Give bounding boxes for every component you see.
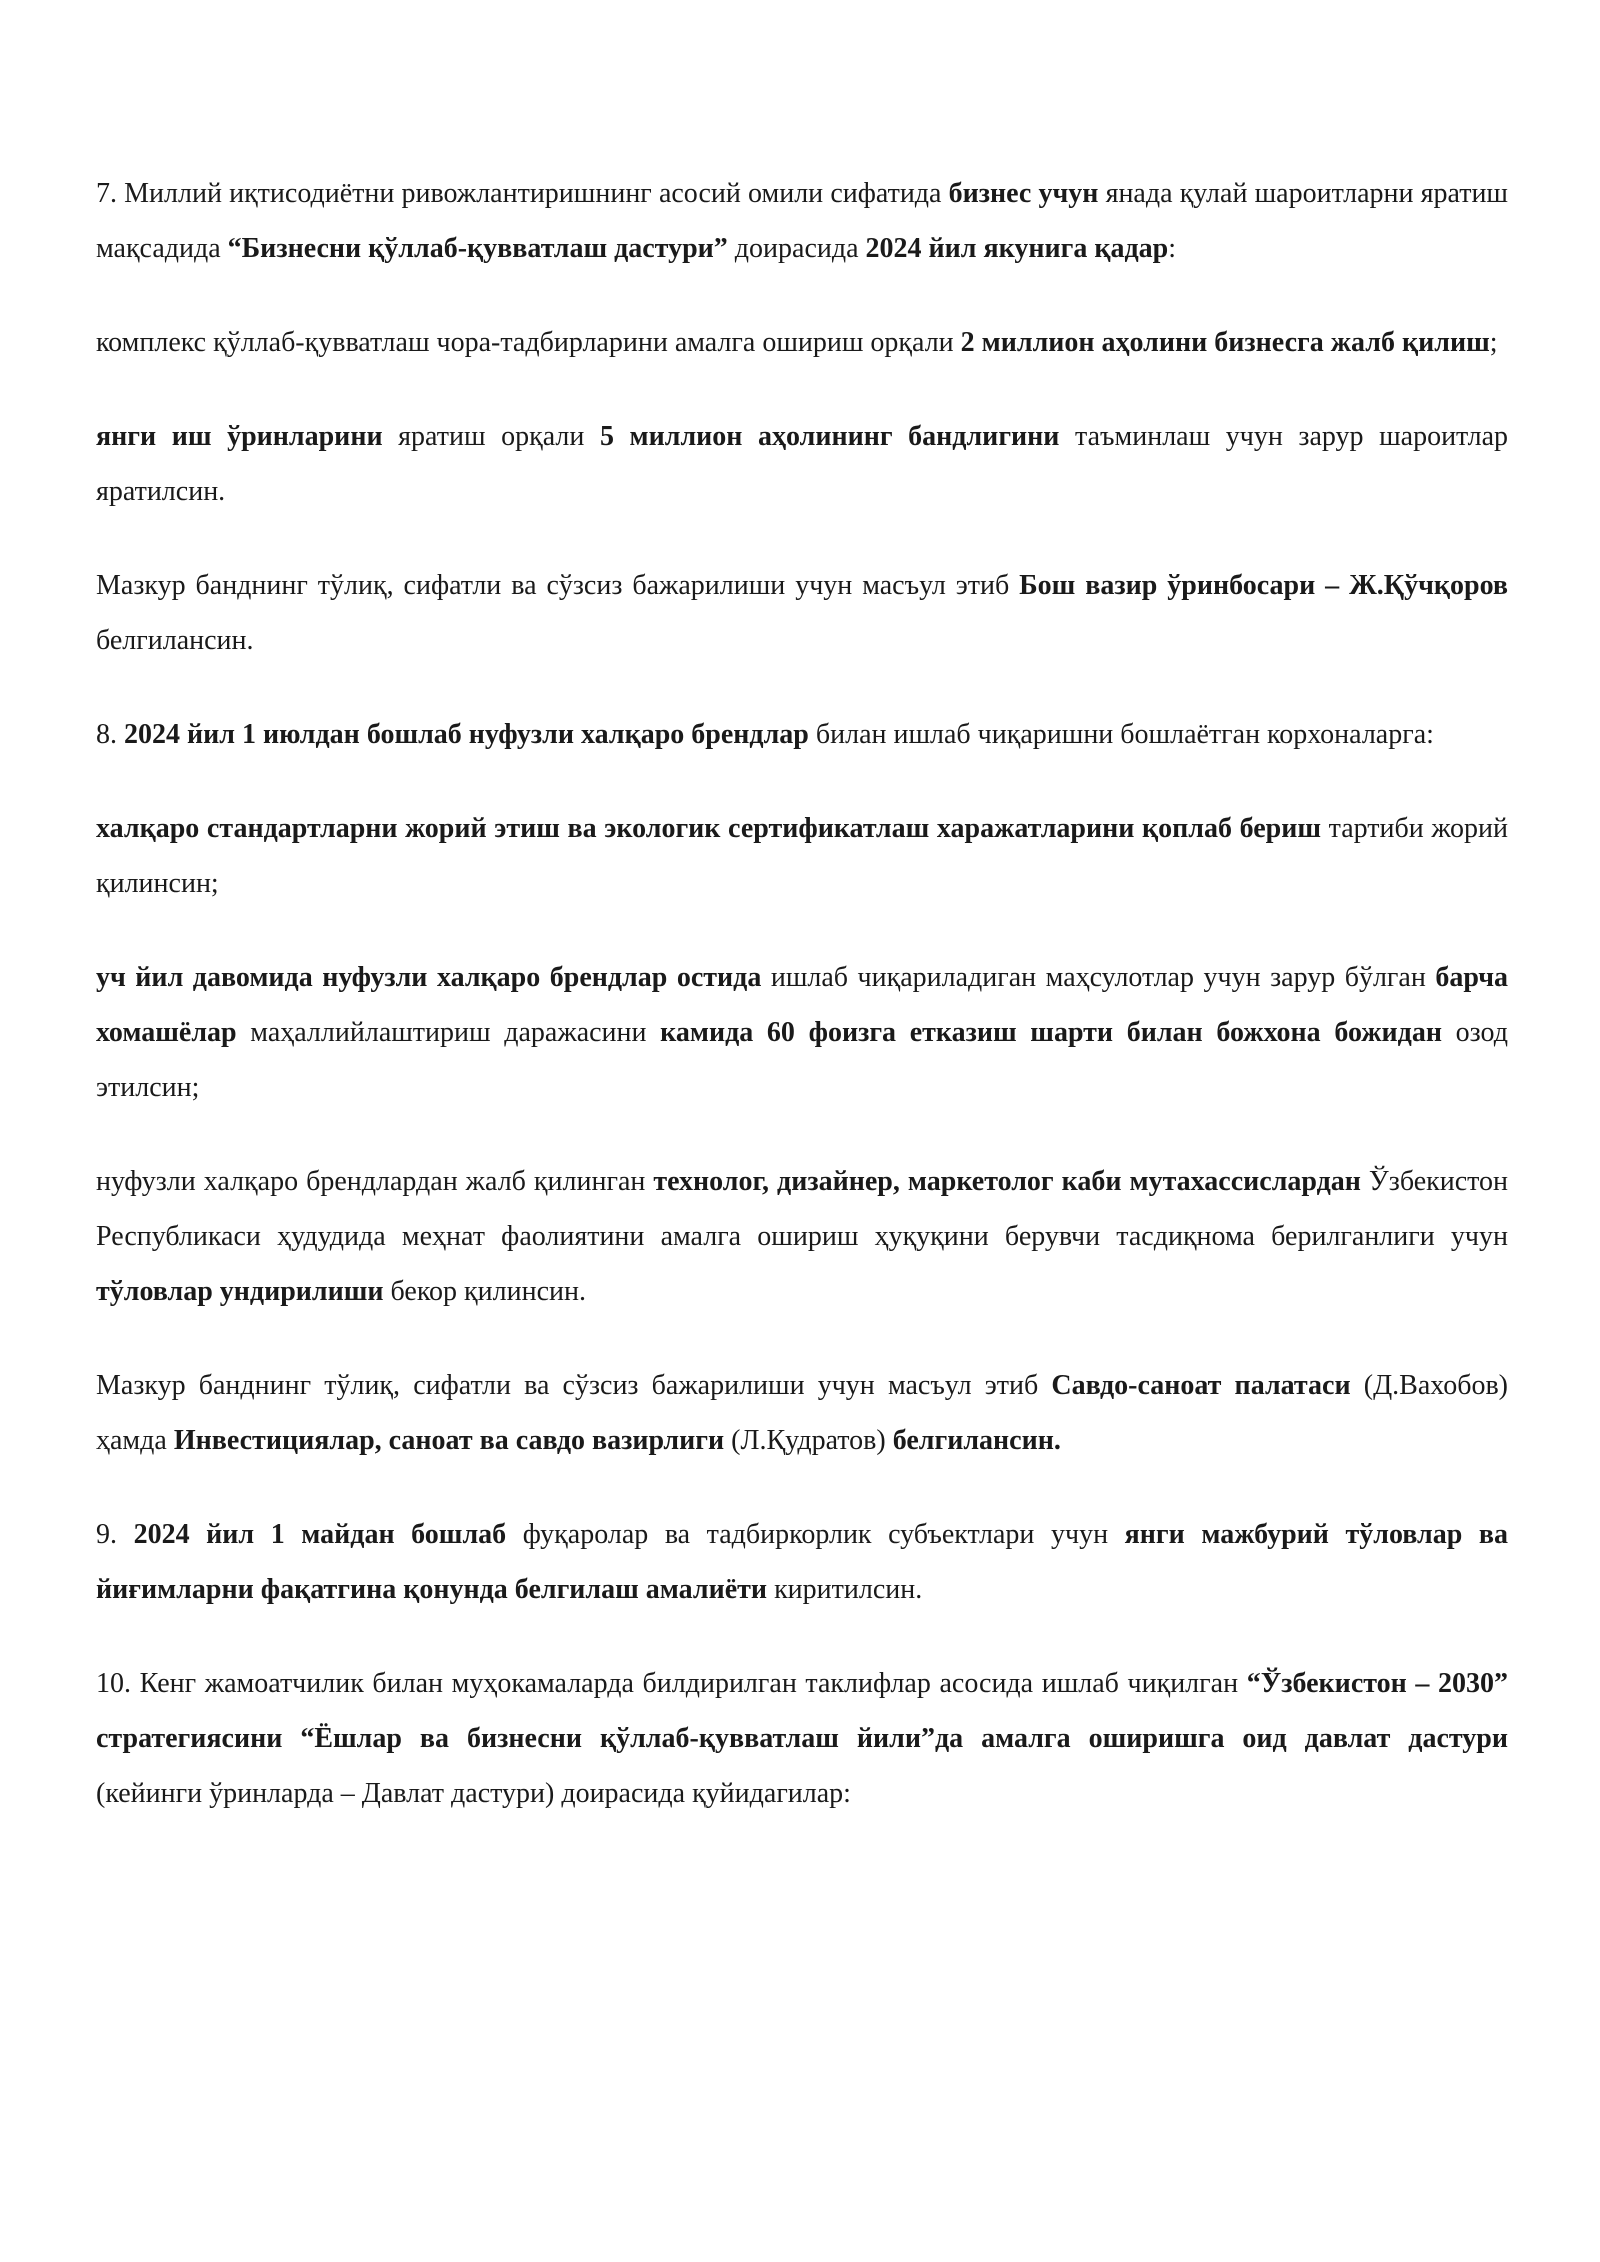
text-run: таъминлаш учун зарур шароитлар яратилсин. [96, 421, 1509, 507]
paragraph-7-responsible [96, 558, 1508, 668]
text-run: 10. Кенг жамоатчилик билан муҳокамаларда билдирилган таклифлар асосида ишлаб чиқилган [96, 1668, 1247, 1699]
bold-run: камида 60 фоизга етказиш шарти билан божхона божидан [660, 1017, 1442, 1048]
bold-run: Бош вазир ўринбосари – Ж.Қўчқоров [1019, 570, 1508, 601]
bold-run: Савдо-саноат палатаси [1051, 1370, 1351, 1401]
document-page [96, 166, 1508, 1860]
text-run: Мазкур банднинг тўлиқ, сифатли ва сўзсиз бажарилиши учун масъул этиб [96, 570, 1020, 601]
text-run: киритилсин. [767, 1574, 923, 1605]
paragraph-7-intro [96, 166, 1508, 276]
paragraph-9 [96, 1507, 1508, 1617]
text-run: (Д.Вахобов) ҳамда [96, 1370, 1508, 1456]
text-run: ишлаб чиқариладиган маҳсулотлар учун зарур бўлган [761, 962, 1436, 993]
paragraph-7-item-1 [96, 315, 1508, 370]
text-run: нуфузли халқаро брендлардан жалб қилинган [96, 1166, 654, 1197]
paragraph-8-item-1 [96, 801, 1508, 911]
text-run: : [1168, 233, 1177, 264]
bold-run: 2024 йил 1 майдан бошлаб [133, 1519, 507, 1550]
bold-run: 2024 йил якунига қадар [865, 233, 1169, 264]
text-run: яратиш орқали [382, 421, 600, 452]
text-run: доирасида [727, 233, 866, 264]
text-run: 8. [96, 719, 124, 750]
text-run: белгилансин. [96, 625, 254, 656]
bold-run: бизнес учун [948, 178, 1099, 209]
bold-run: 2024 йил 1 июлдан бошлаб [124, 719, 462, 750]
paragraph-10 [96, 1656, 1508, 1821]
paragraph-8-responsible [96, 1358, 1508, 1468]
paragraph-8-item-2 [96, 950, 1508, 1115]
paragraph-7-item-2 [96, 409, 1508, 519]
bold-run: уч йил давомида нуфузли халқаро брендлар остида [96, 962, 762, 993]
text-run: Ўзбекистон Республикаси ҳудудида меҳнат фаолиятини амалга ошириш ҳуқуқини берувчи тасдиқнома берилганлиги учун [96, 1166, 1508, 1252]
bold-run: нуфузли халқаро брендлар [468, 719, 809, 750]
bold-run: халқаро стандартларни жорий этиш ва экологик сертификатлаш харажатларини қоплаб бериш [96, 813, 1322, 844]
text-run: бекор қилинсин. [383, 1276, 586, 1307]
bold-run: Инвестициялар, саноат ва савдо вазирлиги [173, 1425, 725, 1456]
text-run: фуқаролар ва тадбиркорлик субъектлари учун [506, 1519, 1125, 1550]
text-run: тартиби жорий қилинсин; [96, 813, 1508, 899]
paragraph-8-item-3 [96, 1154, 1508, 1319]
text-run: ; [1489, 327, 1498, 358]
text-run: (Л.Қудратов) [724, 1425, 893, 1456]
text-run: (кейинги ўринларда – Давлат дастури) доирасида қуйидагилар: [96, 1778, 851, 1809]
text-run [900, 1166, 908, 1197]
bold-run: тўловлар ундирилиши [96, 1276, 384, 1307]
text-run: озод этилсин; [96, 1017, 1508, 1103]
bold-run: технолог, дизайнер, [653, 1166, 900, 1197]
bold-run: барча хомашёлар [96, 962, 1509, 1048]
text-run [462, 719, 469, 750]
bold-run: “Ўзбекистон – 2030” стратегиясини “Ёшлар ва бизнесни қўллаб-қувватлаш йили”да амалга оширишга оид давлат дастури [96, 1668, 1508, 1754]
text-run: 7. Миллий иқтисодиётни ривожлантиришнинг асосий омили сифатида [96, 178, 949, 209]
bold-run: белгилансин. [892, 1425, 1061, 1456]
bold-run: маркетолог каби мутахассислардан [907, 1166, 1361, 1197]
bold-run: “Бизнесни қўллаб-қувватлаш дастури” [227, 233, 728, 264]
paragraph-8-intro [96, 707, 1508, 762]
text-run: Мазкур банднинг тўлиқ, сифатли ва сўзсиз бажарилиши учун масъул этиб [96, 1370, 1052, 1401]
text-run: комплекс қўллаб-қувватлаш чора-тадбирларини амалга ошириш орқали [96, 327, 961, 358]
bold-run: янги мажбурий тўловлар ва йиғимларни фақатгина қонунда белгилаш амалиёти [96, 1519, 1509, 1605]
text-run: маҳаллийлаштириш даражасини [236, 1017, 661, 1048]
bold-run: янги иш ўринларини [96, 421, 383, 452]
bold-run: 2 миллион аҳолини бизнесга жалб қилиш [960, 327, 1490, 358]
text-run: билан ишлаб чиқаришни бошлаётган корхоналарга: [808, 719, 1434, 750]
text-run: янада қулай шароитларни яратиш мақсадида [96, 178, 1508, 264]
bold-run: 5 миллион аҳолининг бандлигини [599, 421, 1060, 452]
text-run: 9. [96, 1519, 134, 1550]
